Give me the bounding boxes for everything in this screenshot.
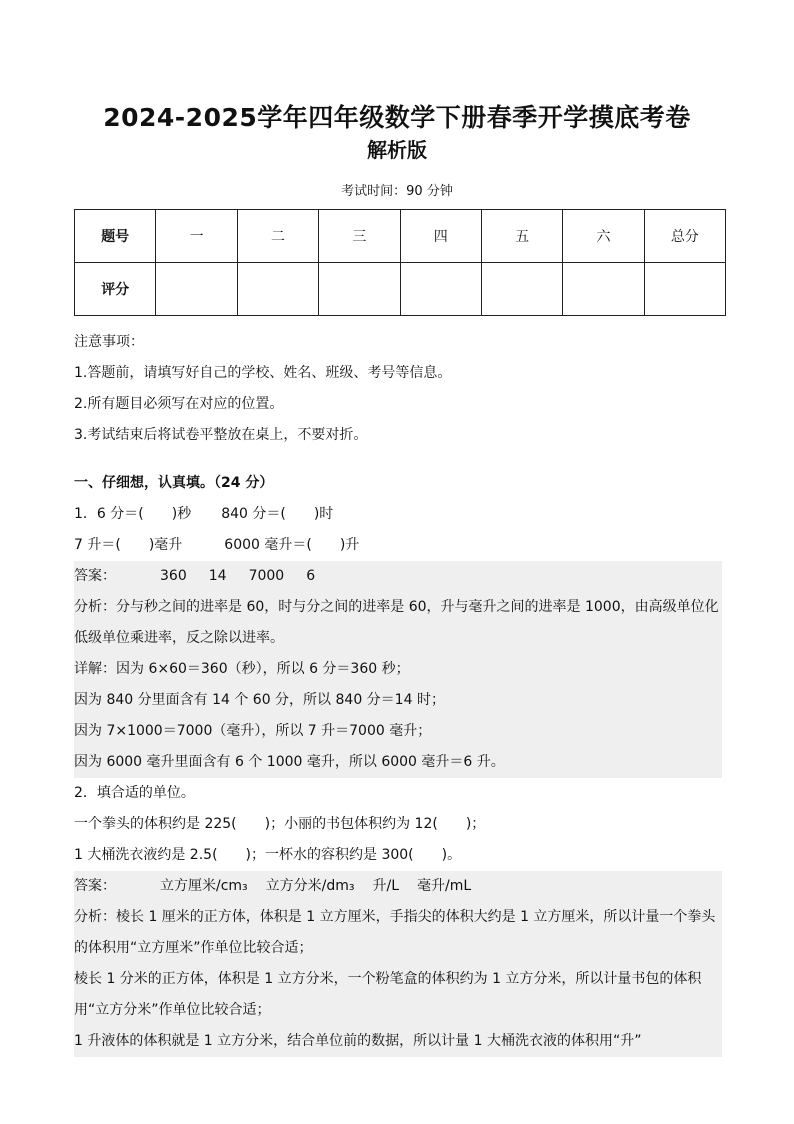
- answer-label: 答案：: [74, 568, 116, 584]
- analysis-text: 棱长 1 分米的正方体，体积是 1 立方分米，一个粉笔盒的体积约为 1 立方分米，所以计量书包的体积用“立方分米”作单位比较合适；: [74, 971, 702, 1018]
- page-subtitle: 解析版: [367, 138, 427, 162]
- score-table-header-cell: 总分: [644, 210, 725, 263]
- answer-line: [74, 561, 722, 592]
- question-2-line-2: 1 大桶洗衣液约是 2.5( )；一杯水的容积约是 300( )。: [74, 847, 462, 863]
- question-2-title: 2．填合适的单位。: [74, 785, 195, 801]
- score-cell: [400, 263, 481, 316]
- question-2-line-1: 一个拳头的体积约是 225( )；小丽的书包体积约为 12( )；: [74, 816, 486, 832]
- question-1-line-1: [74, 499, 722, 530]
- score-table-header-cell: 五: [481, 210, 562, 263]
- score-cell: [644, 263, 725, 316]
- score-table-score-row: [75, 263, 726, 316]
- question-text: 840 分＝( )时: [221, 506, 334, 522]
- notes-item: 1.答题前，请填写好自己的学校、姓名、班级、考号等信息。: [74, 365, 452, 381]
- detail-line: 因为 7×1000＝7000（毫升），所以 7 升＝7000 毫升；: [74, 723, 432, 739]
- score-cell: [319, 263, 400, 316]
- question-text: 6000 毫升＝( )升: [224, 537, 360, 553]
- notes-item: 3.考试结束后将试卷平整放在桌上，不要对折。: [74, 427, 368, 443]
- notes-block: [74, 330, 451, 454]
- answer-value: 360: [160, 568, 187, 584]
- score-cell: [481, 263, 562, 316]
- answer-value: 7000: [248, 568, 285, 584]
- exam-time: 考试时间：90 分钟: [341, 184, 453, 199]
- detail-line: 详解：因为 6×60＝360（秒），所以 6 分＝360 秒；: [74, 661, 410, 677]
- score-table-header-row: [75, 210, 726, 263]
- analysis-text: 1 升液体的体积就是 1 立方分米，结合单位前的数据，所以计量 1 大桶洗衣液的体积用“升”: [74, 1033, 642, 1049]
- score-table-header-cell: 题号: [75, 210, 156, 263]
- notes-item: 2.所有题目必须写在对应的位置。: [74, 396, 284, 412]
- score-cell: [156, 263, 237, 316]
- answer-line: [74, 871, 722, 902]
- answer-value: 毫升/mL: [417, 878, 472, 894]
- detail-line: 因为 6000 毫升里面含有 6 个 1000 毫升，所以 6000 毫升＝6 升。: [74, 754, 505, 770]
- answer-value: 立方厘米/cm₃: [160, 878, 248, 894]
- score-label-cell: 评分: [75, 263, 156, 316]
- answer-block-1: [74, 561, 722, 778]
- detail-line: 因为 840 分里面含有 14 个 60 分，所以 840 分＝14 时；: [74, 692, 445, 708]
- question-1-line-2: [74, 530, 722, 561]
- score-cell: [563, 263, 644, 316]
- notes-heading: 注意事项：: [74, 334, 144, 350]
- score-table: [74, 209, 726, 316]
- answer-value: 升/L: [372, 878, 400, 894]
- score-table-header-cell: 三: [319, 210, 400, 263]
- answer-label: 答案：: [74, 878, 116, 894]
- score-cell: [237, 263, 318, 316]
- section-1: [74, 468, 722, 1057]
- score-table-header-cell: 二: [237, 210, 318, 263]
- question-text: 1．6 分＝( )秒: [74, 506, 192, 522]
- analysis-text: 分析：棱长 1 厘米的正方体，体积是 1 立方厘米，手指尖的体积大约是 1 立方厘米，所以计量一个拳头的体积用“立方厘米”作单位比较合适；: [74, 909, 716, 956]
- answer-block-2: [74, 871, 722, 1057]
- score-table-header-cell: 四: [400, 210, 481, 263]
- score-table-header-cell: 六: [563, 210, 644, 263]
- answer-value: 立方分米/dm₃: [265, 878, 355, 894]
- answer-value: 14: [208, 568, 227, 584]
- page-title: 2024-2025学年四年级数学下册春季开学摸底考卷: [103, 103, 691, 132]
- section-title: 一、仔细想，认真填。（24 分）: [74, 475, 274, 491]
- answer-value: 6: [306, 568, 316, 584]
- question-text: 7 升＝( )毫升: [74, 537, 183, 553]
- analysis-text: 分析：分与秒之间的进率是 60，时与分之间的进率是 60，升与毫升之间的进率是 1000，由高级单位化低级单位乘进率，反之除以进率。: [74, 599, 719, 646]
- score-table-header-cell: 一: [156, 210, 237, 263]
